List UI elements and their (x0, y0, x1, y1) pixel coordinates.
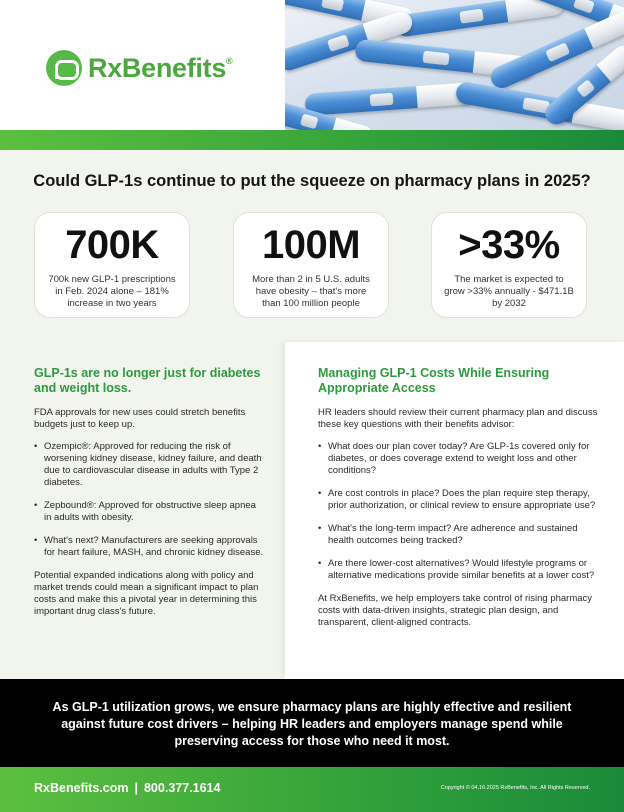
stat-description: 700k new GLP-1 prescriptions in Feb. 2024 alone – 181% increase in two years (48, 274, 176, 309)
header-photo (285, 0, 624, 130)
header (0, 0, 624, 130)
footer-separator: | (134, 781, 138, 795)
left-bullet-list (34, 441, 265, 559)
left-column (0, 342, 285, 679)
list-item: • Are there lower-cost alternatives? Would lifestyle programs or alternative medications provide similar benefits at a lower cost? (318, 558, 604, 582)
right-bullet-list (318, 441, 604, 582)
left-column-title: GLP-1s are no longer just for diabetes and weight loss. (34, 366, 261, 395)
stat-value: 700K (65, 223, 159, 267)
list-item: • Zepbound®: Approved for obstructive sleep apnea in adults with obesity. (34, 500, 265, 524)
stat-value: 100M (261, 223, 361, 267)
right-column-closing: At RxBenefits, we help employers take control of rising pharmacy costs with data-driven insights, strategic plan design, and transparent, client-aligned contracts. (318, 593, 593, 628)
phone-link[interactable]: 800.377.1614 (143, 781, 221, 795)
left-column-intro: FDA approvals for new uses could stretch benefits budgets just to keep up. (34, 407, 246, 430)
list-item: • What's the long-term impact? Are adherence and sustained health outcomes being tracked? (318, 523, 604, 547)
brand-name: RxBenefits® (88, 52, 233, 83)
page-headline: Could GLP-1s continue to put the squeeze on pharmacy plans in 2025? (33, 172, 591, 190)
footer (0, 767, 624, 812)
brand-logo[interactable] (46, 50, 232, 86)
list-item: • Are cost controls in place? Does the plan require step therapy, prior authorization, or clinical review to ensure appropriate use? (318, 488, 604, 512)
right-column (285, 342, 624, 679)
stat-card-market-growth (431, 212, 587, 318)
list-item: • Ozempic®: Approved for reducing the risk of worsening kidney disease, kidney failure, and death due to cardiovascular disease in adults with Type 2 diabetes. (34, 441, 265, 489)
stat-card-obesity (233, 212, 389, 318)
stats-section (0, 150, 624, 342)
stat-description: The market is expected to grow >33% annually - $471.1B by 2032 (444, 274, 574, 309)
stat-card-prescriptions (34, 212, 190, 318)
green-divider-bar (0, 130, 624, 150)
stat-value: >33% (458, 223, 560, 267)
rx-logo-icon (46, 50, 82, 86)
closing-banner (0, 679, 624, 767)
footer-contact (34, 781, 220, 795)
list-item: • What's next? Manufacturers are seeking approvals for heart failure, MASH, and chronic kidney disease. (34, 535, 265, 559)
banner-text: As GLP-1 utilization grows, we ensure pharmacy plans are highly effective and resilient against future cost drivers – helping HR leaders and employers manage spend while preserving access for those who need it most. (52, 700, 572, 748)
list-item: • What does our plan cover today? Are GLP-1s covered only for diabetes, or does coverage extend to weight loss and other conditions? (318, 441, 604, 477)
copyright-text: Copyright © 04.16.2025 RxBenefits, Inc. All Rights Reserved. (440, 785, 590, 791)
left-column-closing: Potential expanded indications along with policy and market trends could mean a significant impact to plan costs and make this a pivotal year in determining this important drug class's future. (34, 570, 259, 617)
stat-description: More than 2 in 5 U.S. adults have obesity – that's more than 100 million people (252, 274, 370, 309)
right-column-intro: HR leaders should review their current pharmacy plan and discuss these key questions with their benefits advisor: (318, 407, 598, 430)
right-column-title: Managing GLP-1 Costs While Ensuring Appropriate Access (318, 366, 550, 395)
website-link[interactable]: RxBenefits.com (34, 781, 129, 795)
